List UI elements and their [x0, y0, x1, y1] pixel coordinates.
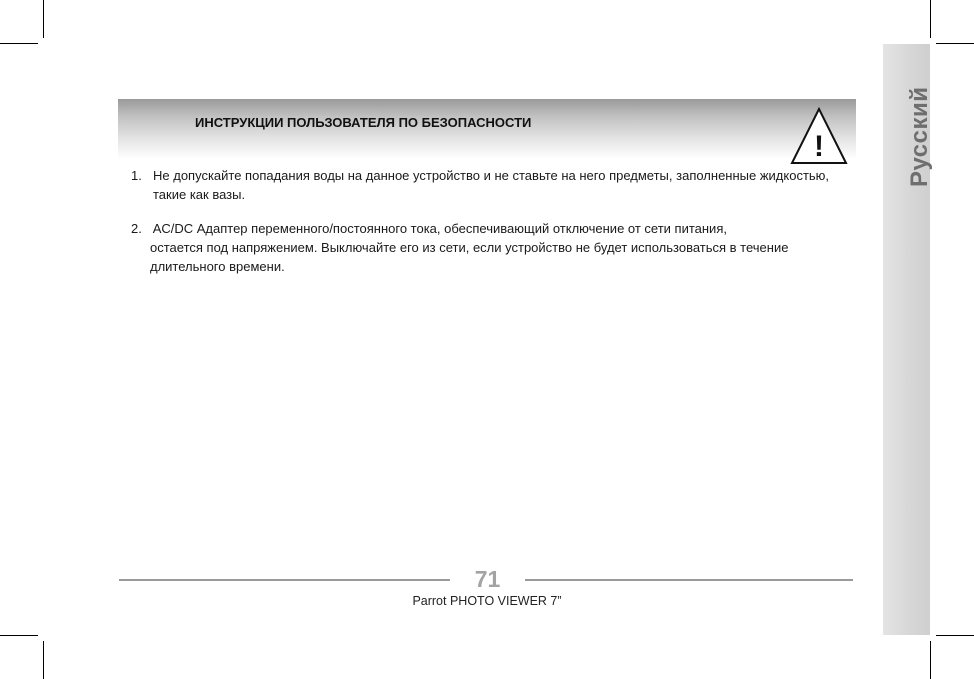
item-number: 2.	[131, 221, 142, 236]
page-number: 71	[474, 566, 501, 592]
safety-header	[118, 99, 856, 163]
crop-mark	[0, 43, 38, 44]
crop-mark	[936, 635, 974, 636]
safety-instructions-list	[131, 166, 851, 276]
item-text-continued: остается под напряжением. Выключайте его из сети, если устройство не будет использоваться в течение длительного времени.	[150, 240, 789, 274]
language-label-wrap	[883, 44, 933, 204]
item-number: 1.	[131, 168, 142, 183]
crop-mark	[936, 43, 974, 44]
footer-divider	[119, 579, 450, 581]
language-side-tab	[883, 44, 933, 635]
footer-divider	[525, 579, 853, 581]
item-text: AC/DC Адаптер переменного/постоянного тока, обеспечивающий отключение от сети питания,	[152, 221, 727, 236]
item-first-line	[131, 219, 851, 238]
crop-mark	[930, 0, 931, 38]
language-label: Русский	[906, 86, 933, 187]
warning-triangle-icon	[790, 107, 848, 165]
product-name: Parrot PHOTO VIEWER 7”	[412, 594, 562, 608]
list-item	[131, 219, 851, 276]
section-title: ИНСТРУКЦИИ ПОЛЬЗОВАТЕЛЯ ПО БЕЗОПАСНОСТИ	[195, 115, 532, 130]
crop-mark	[0, 635, 38, 636]
crop-mark	[930, 641, 931, 679]
svg-text:!: !	[814, 130, 824, 163]
crop-mark	[43, 641, 44, 679]
item-text: Не допускайте попадания воды на данное устройство и не ставьте на него предметы, заполненные жидкостью, такие как вазы.	[153, 168, 830, 202]
list-item	[131, 166, 851, 204]
crop-mark	[43, 0, 44, 38]
